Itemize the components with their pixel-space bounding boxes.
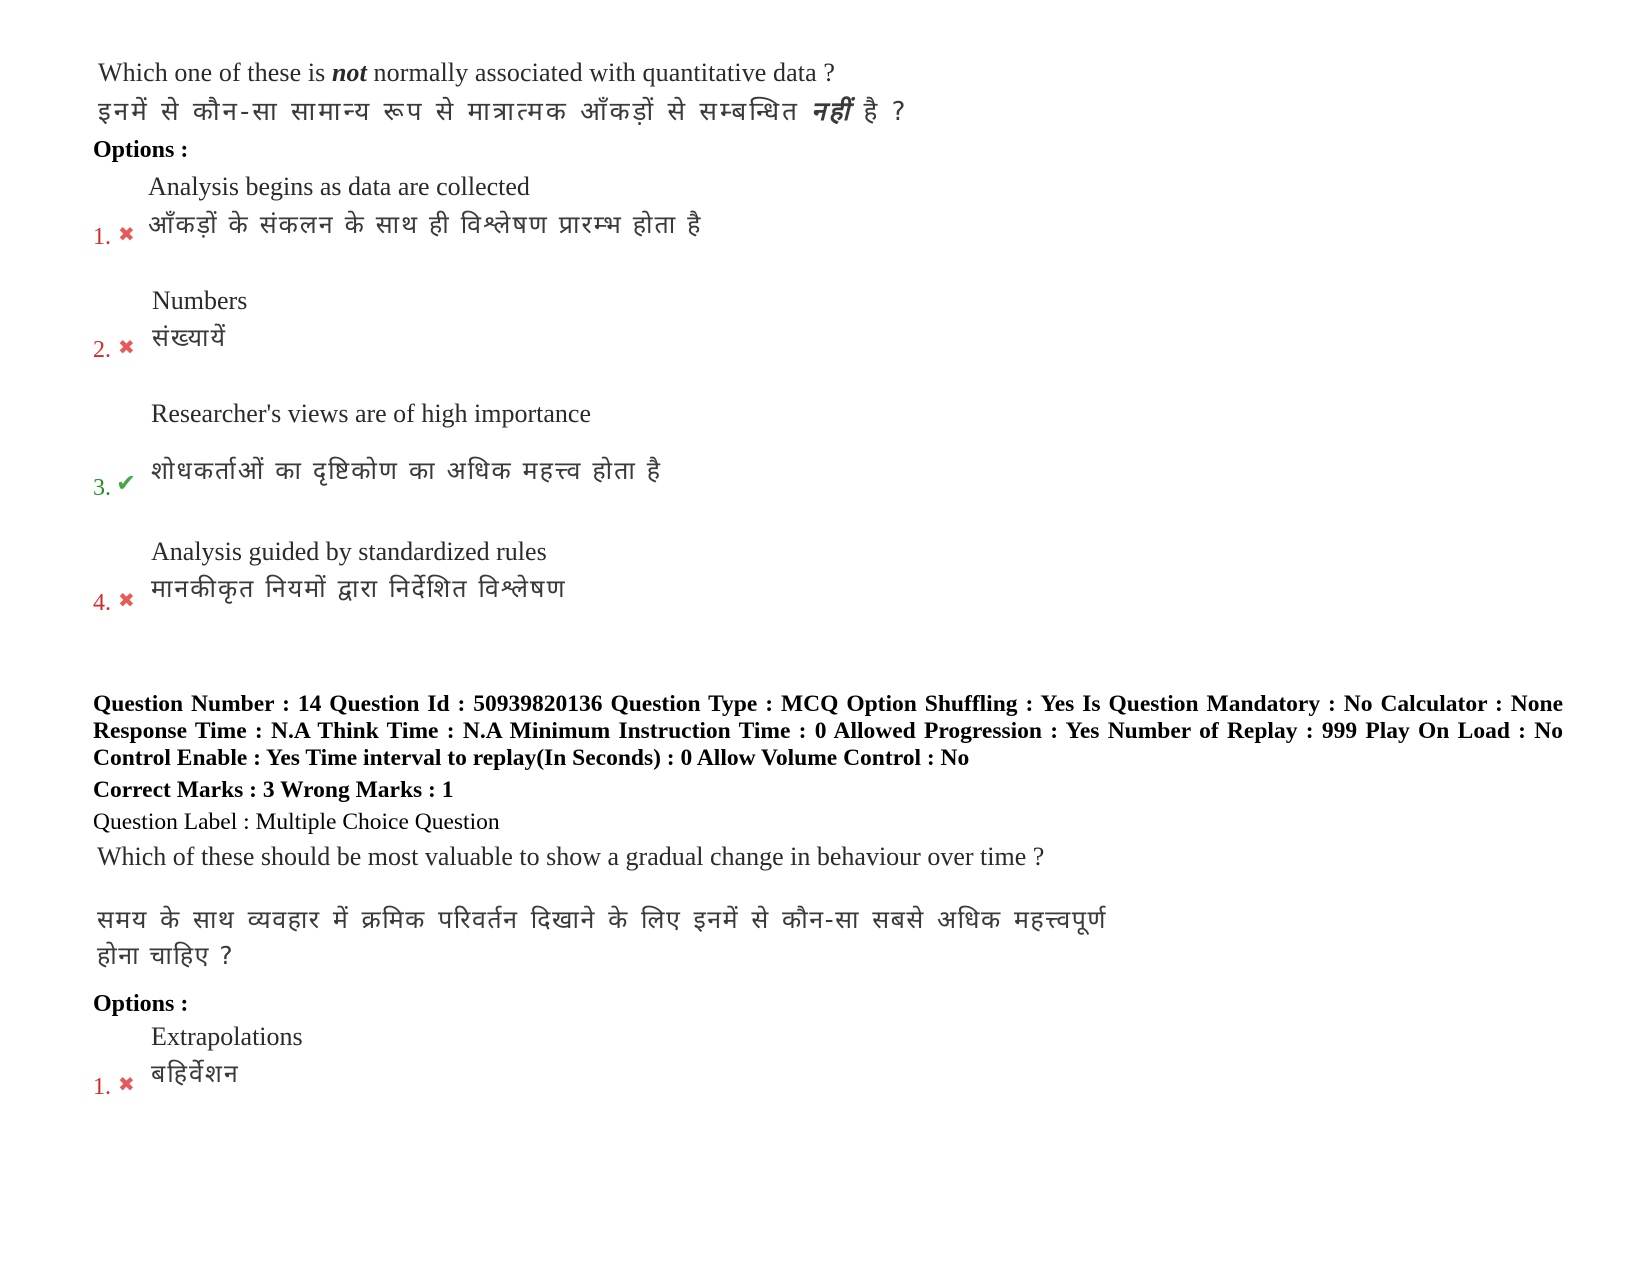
wrong-mark-icon: ✖ xyxy=(118,588,135,612)
option-1-number: 1. xyxy=(93,224,111,250)
options-heading: Options : xyxy=(93,991,189,1017)
question-14-label: Question Label : Multiple Choice Question xyxy=(93,809,500,835)
option-1-number: 1. xyxy=(93,1074,111,1100)
option-2-number: 2. xyxy=(93,337,111,363)
wrong-mark-icon: ✖ xyxy=(118,222,135,246)
option-3-text-hi: शोधकर्ताओं का दृष्टिकोण का अधिक महत्त्व होता है xyxy=(151,456,663,485)
question-text-part: Which one of these is xyxy=(98,58,332,87)
option-1-text-hi: बहिर्वेशन xyxy=(151,1059,240,1088)
option-1-text-hi: आँकड़ों के संकलन के साथ ही विश्लेषण प्रारम्भ होता है xyxy=(148,210,703,239)
option-4-text-hi: मानकीकृत नियमों द्वारा निर्देशित विश्लेषण xyxy=(151,574,567,603)
option-4-text-en: Analysis guided by standardized rules xyxy=(151,537,547,566)
question-text-emphasis: not xyxy=(331,58,367,87)
option-2-text-en: Numbers xyxy=(152,286,248,315)
option-4-number: 4. xyxy=(93,590,111,616)
options-heading: Options : xyxy=(93,137,189,163)
question-13-text-en xyxy=(98,58,835,88)
option-3-text-en: Researcher's views are of high importance xyxy=(151,399,592,428)
wrong-mark-icon: ✖ xyxy=(118,1072,135,1096)
wrong-mark-icon: ✖ xyxy=(118,335,135,359)
question-14-text-hi: समय के साथ व्यवहार में क्रमिक परिवर्तन दिखाने के लिए इनमें से कौन-सा सबसे अधिक महत्त्वपूर्ण होना चाहिए ? xyxy=(97,905,1107,970)
option-1-text-en: Analysis begins as data are collected xyxy=(148,172,530,201)
question-13-text-hi xyxy=(98,92,908,128)
question-14-text-en: Which of these should be most valuable to show a gradual change in behaviour over time ? xyxy=(97,842,1045,871)
option-3-number: 3. xyxy=(93,475,111,501)
question-14-marks: Correct Marks : 3 Wrong Marks : 1 xyxy=(93,777,454,803)
question-text-part: normally associated with quantitative data ? xyxy=(366,58,835,87)
option-2-text-hi: संख्यायें xyxy=(152,323,228,352)
question-14-metadata: Question Number : 14 Question Id : 50939820136 Question Type : MCQ Option Shuffling : Yes Is Question Mandatory : No Calculator : None Response Time : N.A Think Time : N.A Minimum Instruction Time : 0 Allowed Progression : Yes Number of Replay : 999 Play On Load : No Control Enable : Yes Time interval to replay(In Seconds) : 0 Allow Volume Control : No xyxy=(93,691,1563,771)
question-text-part: इनमें से कौन-सा सामान्य रूप से मात्रात्मक आँकड़ों से सम्बन्धित xyxy=(98,97,812,127)
question-text-emphasis: नहीं xyxy=(811,97,853,127)
question-text-part: है ? xyxy=(852,97,909,127)
option-1-text-en: Extrapolations xyxy=(151,1022,303,1051)
correct-check-icon: ✔ xyxy=(116,469,137,497)
